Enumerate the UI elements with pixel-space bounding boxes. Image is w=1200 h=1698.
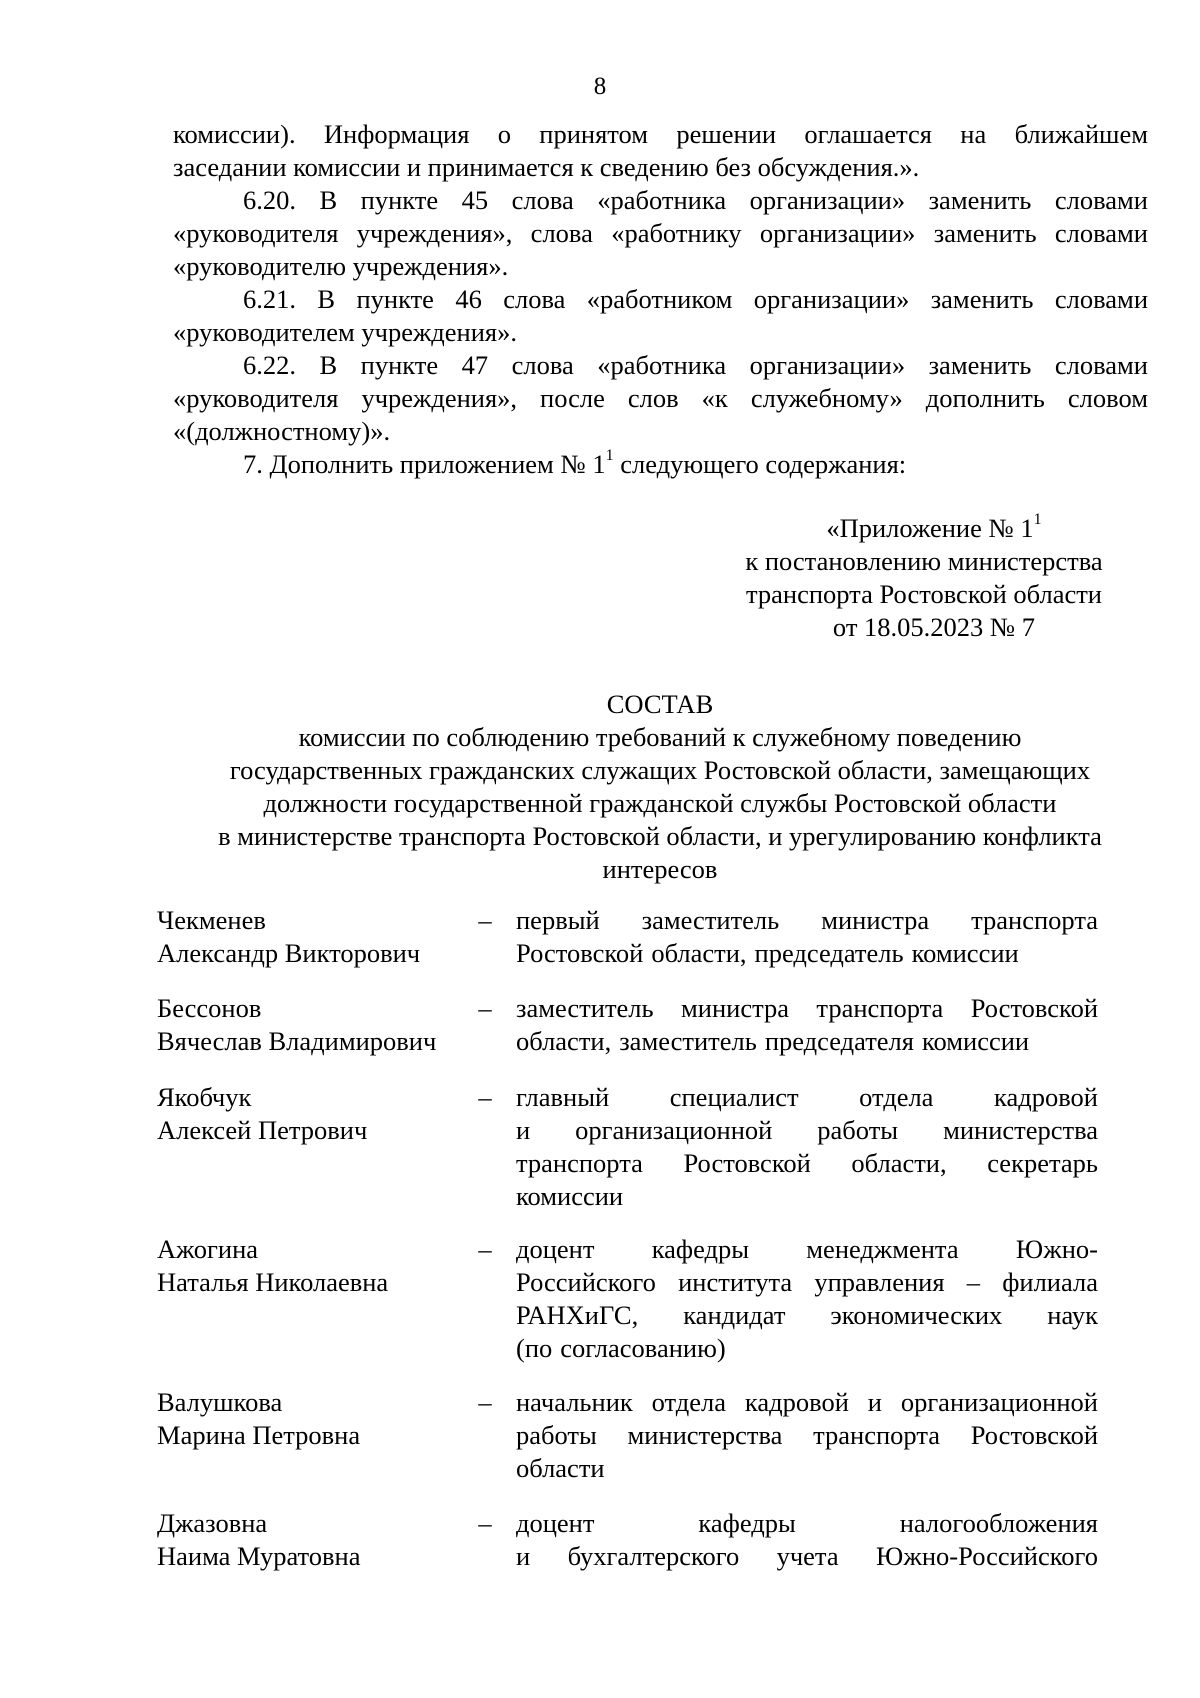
dash: – — [478, 1234, 492, 1264]
role-word: отдела — [651, 1387, 727, 1417]
dash: – — [478, 1508, 492, 1538]
role-line — [516, 1081, 1098, 1114]
text-line: «(должностному)». — [173, 416, 391, 446]
appendix-title: «Приложение № 1 — [826, 513, 1034, 543]
role-word: транспорта — [516, 1148, 643, 1178]
role-word: области — [516, 1453, 605, 1483]
role-word: кандидат — [683, 1300, 786, 1330]
role-word: области, — [516, 1026, 612, 1056]
text-line: «руководителя учреждения», слова «работнику организации» заменить словами — [173, 218, 1148, 248]
role-word: Ростовской — [516, 938, 644, 968]
role-line — [516, 1180, 1098, 1213]
title-line: должности государственной гражданской службы Ростовской области — [263, 788, 1057, 818]
member-surname: Джазовна — [157, 1508, 268, 1538]
member-name — [157, 992, 457, 1058]
role-word: первый — [516, 905, 600, 935]
role-word: отдела — [859, 1082, 934, 1112]
page-number: 8 — [593, 73, 607, 100]
title-line: интересов — [602, 854, 718, 884]
role-word: доцент — [516, 1508, 595, 1538]
role-word: Южно- — [1015, 1234, 1098, 1264]
role-line — [516, 1025, 1098, 1058]
role-word: области, — [851, 1148, 947, 1178]
paragraph-6-22 — [173, 349, 1148, 448]
title-heading: СОСТАВ — [606, 689, 714, 719]
member-role — [516, 1081, 1098, 1213]
text-line: 6.21. В пункте 46 слова «работником организации» заменить словами — [243, 284, 1148, 314]
role-word: согласованию) — [560, 1333, 726, 1363]
role-word: учета — [776, 1541, 839, 1571]
role-line — [516, 1507, 1098, 1540]
role-line — [516, 1299, 1098, 1332]
paragraph-7 — [173, 448, 1148, 481]
text-line — [173, 448, 1148, 481]
member-name — [157, 1507, 457, 1573]
role-line — [516, 904, 1098, 937]
member-name — [157, 904, 457, 970]
role-word: заместитель — [516, 993, 654, 1023]
role-word: и — [516, 1541, 531, 1571]
text-line: 6.20. В пункте 45 слова «работника организации» заменить словами — [243, 185, 1148, 215]
role-word: организационной — [900, 1387, 1098, 1417]
role-word: секретарь — [987, 1148, 1098, 1178]
role-word: начальник — [516, 1387, 633, 1417]
role-line — [516, 1540, 1098, 1573]
composition-title — [160, 688, 1160, 886]
role-line — [516, 1419, 1098, 1452]
role-word: доцент — [516, 1234, 595, 1264]
role-word: кадровой — [744, 1387, 849, 1417]
member-name — [157, 1233, 457, 1299]
superscript: 1 — [605, 447, 614, 465]
role-line — [516, 1266, 1098, 1299]
appendix-line — [700, 512, 1148, 545]
member-given-names: Александр Викторович — [157, 938, 421, 968]
paragraph-6-21 — [173, 283, 1148, 349]
role-word: председателя — [764, 1026, 914, 1056]
superscript: 1 — [1033, 511, 1042, 529]
role-word: наук — [1047, 1300, 1098, 1330]
member-surname: Валушкова — [157, 1387, 283, 1417]
role-word: транспорта — [816, 993, 944, 1023]
member-given-names: Марина Петровна — [157, 1420, 361, 1450]
appendix-header — [700, 512, 1148, 644]
paragraph-7-tail: следующего содержания: — [613, 449, 907, 479]
role-line — [516, 1332, 1098, 1365]
paragraph-continuation — [173, 118, 1148, 184]
member-role — [516, 1233, 1098, 1365]
role-line — [516, 937, 1098, 970]
member-surname: Ажогина — [157, 1234, 259, 1264]
member-role — [516, 1386, 1098, 1485]
member-given-names: Наталья Николаевна — [157, 1267, 389, 1297]
role-word: Ростовской — [683, 1148, 811, 1178]
member-surname: Бессонов — [157, 993, 262, 1023]
role-word: управления — [814, 1267, 945, 1297]
role-line — [516, 1386, 1098, 1419]
dash: – — [478, 1082, 492, 1112]
member-given-names: Вячеслав Владимирович — [157, 1026, 437, 1056]
member-given-names: Алексей Петрович — [157, 1115, 368, 1145]
role-word: области, — [651, 938, 747, 968]
role-line — [516, 1233, 1098, 1266]
role-line — [516, 1147, 1098, 1180]
role-word: министра — [821, 905, 930, 935]
role-word: – — [966, 1267, 980, 1297]
text-line: заседании комиссии и принимается к сведению без обсуждения.». — [173, 152, 920, 182]
role-word: заместитель — [619, 1026, 757, 1056]
title-line: комиссии по соблюдению требований к служебному поведению — [298, 722, 1022, 752]
role-word: Ростовской — [970, 1420, 1098, 1450]
role-word: министерства — [943, 1115, 1098, 1145]
text-line: комиссии). Информация о принятом решении оглашается на ближайшем — [173, 119, 1148, 149]
role-word: (по — [516, 1333, 553, 1363]
member-name — [157, 1081, 457, 1147]
role-word: и — [867, 1387, 882, 1417]
role-line — [516, 992, 1098, 1025]
member-name — [157, 1386, 457, 1452]
role-word: кафедры — [698, 1508, 796, 1538]
role-word: экономических — [830, 1300, 1003, 1330]
role-word: специалист — [669, 1082, 799, 1112]
role-line — [516, 1452, 1098, 1485]
role-word: заместитель — [641, 905, 780, 935]
appendix-line: к постановлению министерства — [745, 546, 1103, 576]
text-line: «руководителя учреждения», после слов «к служебному» дополнить словом — [173, 383, 1148, 413]
role-word: комиссии — [911, 938, 1019, 968]
role-word: и — [516, 1115, 531, 1145]
text-line: 6.22. В пункте 47 слова «работника организации» заменить словами — [243, 350, 1148, 380]
role-word: министерства — [627, 1420, 783, 1450]
role-word: налогообложения — [899, 1508, 1098, 1538]
dash: – — [478, 993, 492, 1023]
role-word: главный — [516, 1082, 610, 1112]
title-line: государственных гражданских служащих Ростовской области, замещающих — [229, 755, 1091, 785]
role-word: Южно-Российского — [875, 1541, 1098, 1571]
role-line — [516, 1114, 1098, 1147]
text-line: «руководителю учреждения». — [173, 251, 509, 281]
member-surname: Якобчук — [157, 1082, 252, 1112]
text-line: «руководителем учреждения». — [173, 317, 517, 347]
role-word: Ростовской — [970, 993, 1098, 1023]
role-word: председатель — [754, 938, 904, 968]
role-word: комиссии — [516, 1181, 624, 1211]
role-word: кафедры — [651, 1234, 750, 1264]
role-word: министра — [681, 993, 790, 1023]
role-word: организационной — [575, 1115, 773, 1145]
role-word: филиала — [1002, 1267, 1098, 1297]
title-line: в министерстве транспорта Ростовской области, и урегулированию конфликта — [218, 821, 1102, 851]
role-word: комиссии — [921, 1026, 1030, 1056]
paragraph-7-text: 7. Дополнить приложением № 1 — [243, 449, 606, 479]
paragraph-6-20 — [173, 184, 1148, 283]
dash: – — [478, 905, 492, 935]
role-word: работы — [516, 1420, 597, 1450]
dash: – — [478, 1387, 492, 1417]
role-word: транспорта — [813, 1420, 940, 1450]
role-word: Российского — [516, 1267, 656, 1297]
member-surname: Чекменев — [157, 905, 266, 935]
member-role — [516, 904, 1098, 970]
role-word: транспорта — [971, 905, 1098, 935]
member-given-names: Наима Муратовна — [157, 1541, 361, 1571]
role-word: РАНХиГС, — [516, 1300, 639, 1330]
role-word: менеджмента — [806, 1234, 959, 1264]
role-word: института — [678, 1267, 793, 1297]
role-word: кадровой — [993, 1082, 1098, 1112]
member-role — [516, 1507, 1098, 1573]
role-word: работы — [817, 1115, 899, 1145]
appendix-line: транспорта Ростовской области — [745, 579, 1102, 609]
appendix-line: от 18.05.2023 № 7 — [832, 612, 1036, 642]
member-role — [516, 992, 1098, 1058]
role-word: бухгалтерского — [567, 1541, 740, 1571]
